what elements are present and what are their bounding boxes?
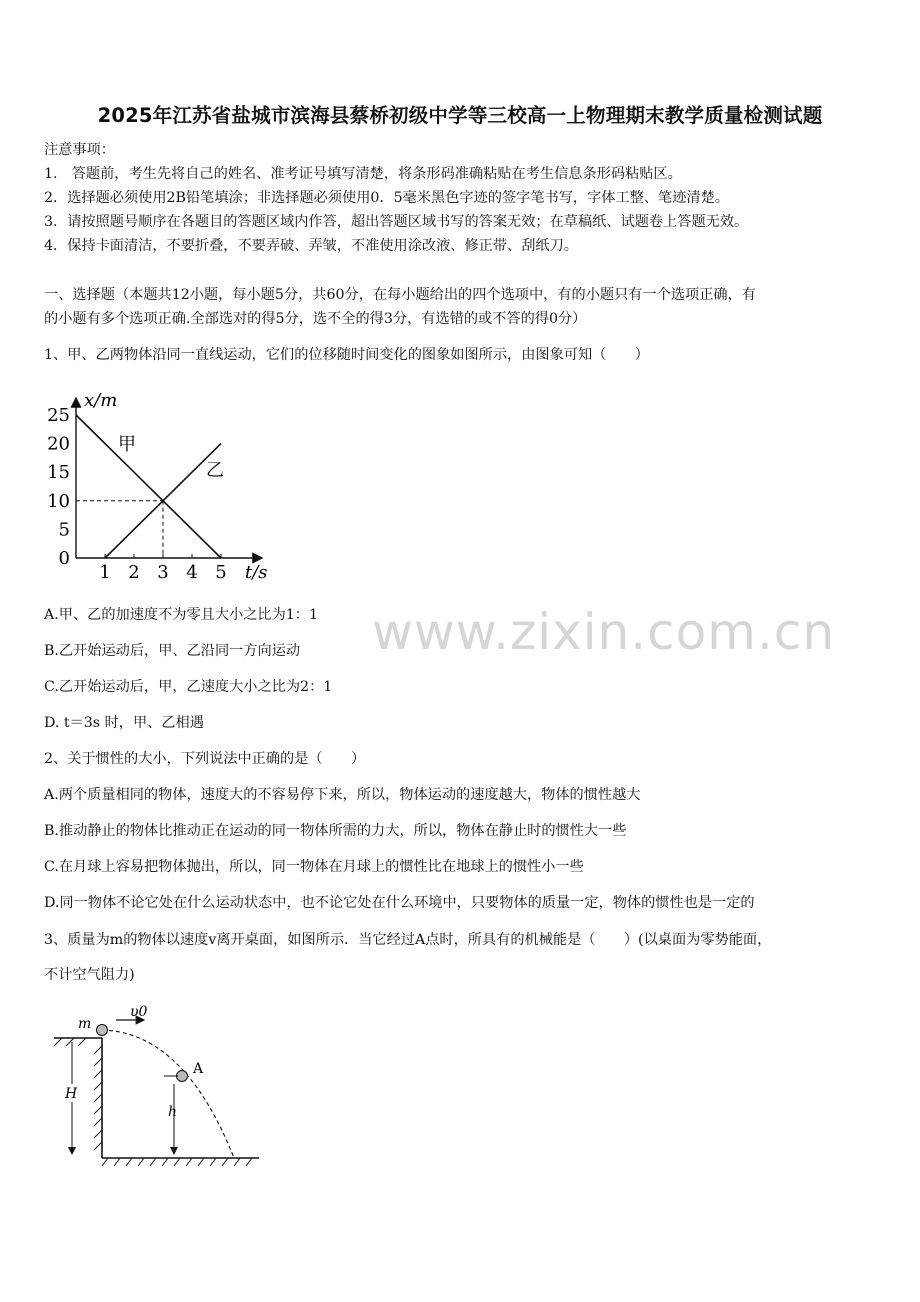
y-tick-label: 10	[47, 490, 70, 512]
question-2-option-a: A.两个质量相同的物体，速度大的不容易停下来，所以，物体运动的速度越大，物体的惯性越大	[44, 787, 641, 803]
y-tick-label: 20	[47, 433, 70, 455]
x-tick-label: 5	[215, 562, 227, 583]
projectile-figure	[44, 998, 274, 1178]
question-3-stem-line2: 不计空气阻力)	[44, 967, 135, 983]
ground-hatching	[102, 1158, 252, 1166]
height-h-label: h	[168, 1104, 178, 1120]
question-1-option-c: C.乙开始运动后，甲，乙速度大小之比为2：1	[44, 679, 333, 695]
question-1-option-b: B.乙开始运动后，甲、乙沿同一方向运动	[44, 643, 301, 659]
ball-at-a	[177, 1071, 188, 1082]
watermark: www.zixin.com.cn	[372, 603, 836, 661]
height-H-label: H	[65, 1086, 78, 1102]
series-line-jia	[76, 415, 221, 558]
notice-item-4: 4．保持卡面清洁，不要折叠，不要弄破、弄皱，不准使用涂改液、修正带、刮纸刀。	[44, 238, 578, 254]
velocity-label: υ0	[130, 1004, 148, 1020]
x-tick-label: 1	[99, 562, 111, 583]
question-2-stem: 2、关于惯性的大小，下列说法中正确的是（ ）	[44, 751, 366, 767]
notice-item-1: 1. 答题前，考生先将自己的姓名、准考证号填写清楚，将条形码准确粘贴在考生信息条形码粘贴区。	[44, 166, 682, 182]
x-tick-label: 2	[128, 562, 140, 583]
page-title: 2025年江苏省盐城市滨海县蔡桥初级中学等三校高一上物理期末教学质量检测试题	[97, 104, 823, 127]
y-tick-label: 5	[58, 519, 70, 541]
section-instructions-line2: 的小题有多个选项正确.全部选对的得5分，选不全的得3分，有选错的或不答的得0分）	[44, 311, 587, 327]
ball-start	[97, 1025, 108, 1036]
point-a-label: A	[193, 1061, 204, 1077]
question-2-option-b: B.推动静止的物体比推动正在运动的同一物体所需的力大，所以，物体在静止时的惯性大一些	[44, 823, 627, 839]
y-axis-label: x/m	[84, 390, 118, 411]
y-tick-label: 0	[58, 548, 70, 569]
section-instructions-line1: 一、选择题（本题共12小题，每小题5分，共60分，在每小题给出的四个选项中，有的小题只有一个选项正确，有	[44, 287, 756, 303]
notice-heading: 注意事项：	[44, 142, 115, 158]
y-tick-label: 25	[47, 405, 70, 426]
xt-graph	[44, 384, 284, 584]
question-3-stem-line1: 3、质量为m的物体以速度v离开桌面，如图所示．当它经过A点时，所具有的机械能是（ ）(以桌面为零势能面，	[44, 932, 772, 948]
question-2-option-d: D.同一物体不论它处在什么运动状态中，也不论它处在什么环境中，只要物体的质量一定，物体的惯性也是一定的	[44, 895, 755, 911]
series-label-jia: 甲	[118, 434, 136, 455]
x-axis-label: t/s	[245, 562, 268, 583]
x-tick-label: 3	[157, 562, 169, 583]
trajectory-path	[102, 1030, 234, 1158]
notice-item-2: 2．选择题必须使用2B铅笔填涂；非选择题必须使用0．5毫米黑色字迹的签字笔书写，字体工整、笔迹清楚。	[44, 190, 729, 206]
notice-item-3: 3．请按照题号顺序在各题目的答题区域内作答，超出答题区域书写的答案无效；在草稿纸、试题卷上答题无效。	[44, 214, 749, 230]
mass-label: m	[78, 1016, 92, 1032]
x-tick-label: 4	[186, 562, 198, 583]
question-1-option-d: D. t＝3s 时，甲、乙相遇	[44, 715, 204, 731]
series-label-yi: 乙	[206, 460, 224, 481]
y-tick-label: 15	[47, 462, 70, 484]
question-1-option-a: A.甲、乙的加速度不为零且大小之比为1：1	[44, 607, 318, 623]
question-2-option-c: C.在月球上容易把物体抛出，所以，同一物体在月球上的惯性比在地球上的惯性小一些	[44, 859, 584, 875]
question-1-stem: 1、甲、乙两物体沿同一直线运动，它们的位移随时间变化的图象如图所示，由图象可知（ ）	[44, 347, 649, 363]
